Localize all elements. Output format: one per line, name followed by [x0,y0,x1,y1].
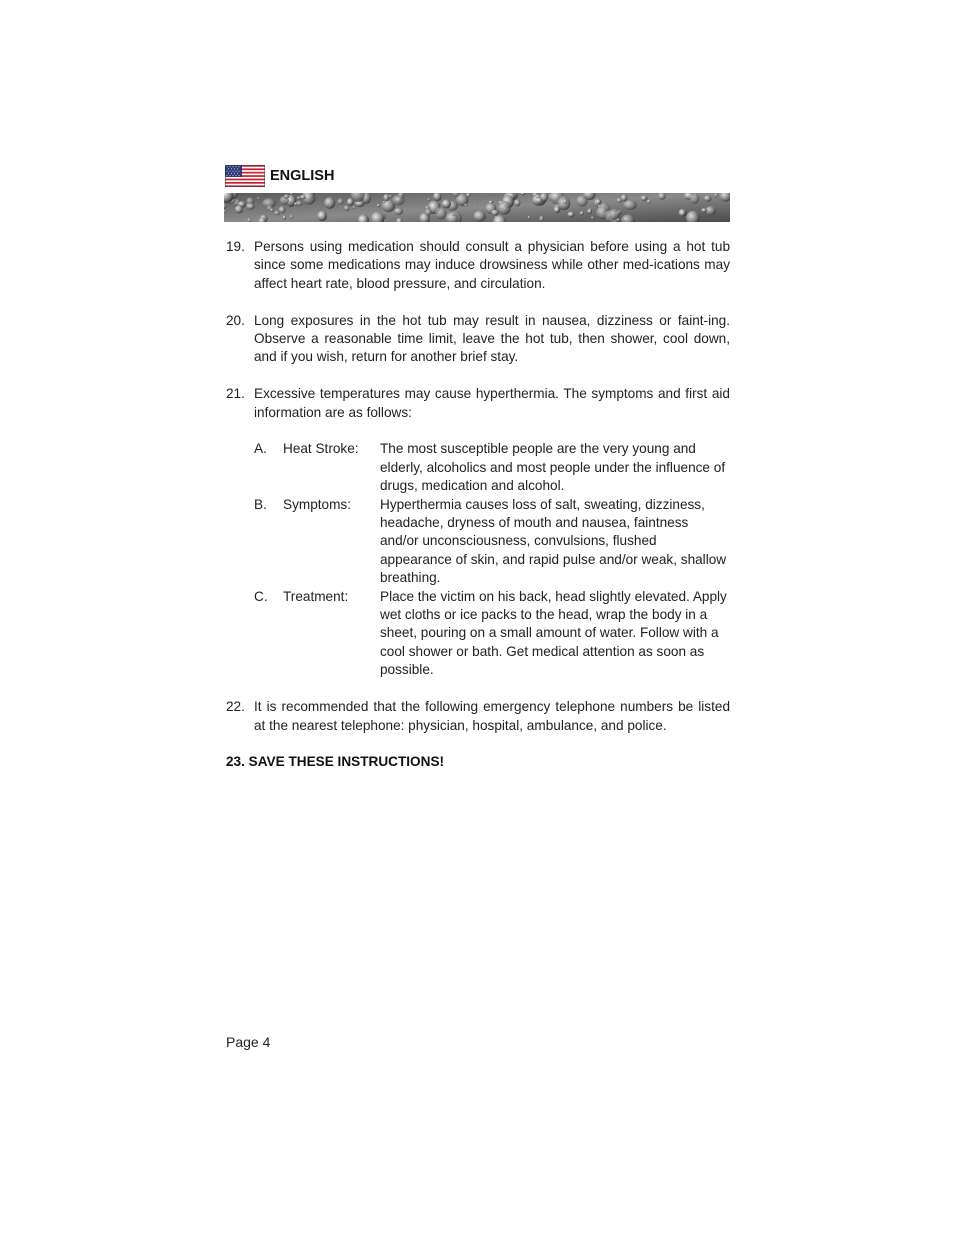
item-number: 19. [226,239,245,254]
item-text: Excessive temperatures may cause hyperthermia. The symptoms and first aid information are as follows: [254,386,730,420]
subitem-letter: A. [254,441,267,457]
item-number: 22. [226,699,245,715]
language-header [225,164,334,188]
instructions-content [226,238,730,772]
subitem-term: Treatment: [283,588,349,604]
water-droplets-banner [224,193,730,222]
instruction-item-20 [226,312,730,367]
instruction-item-19 [226,238,730,293]
first-aid-item-heat-stroke [254,440,730,495]
subitem-text: Hyperthermia causes loss of salt, sweating, dizziness, headache, dryness of mouth and nausea, faintness and/or unconsciousness, convulsions, flushed appearance of skin, and rapid pulse and/or weak, shallow breathing. [380,496,727,586]
instruction-item-22 [226,698,730,735]
item-text: Long exposures in the hot tub may result in nausea, dizziness or faint-ing. Observe a reasonable time limit, leave the hot tub, then shower, cool down, and if you wish, return for another brief stay. [254,312,730,365]
subitem-term: Heat Stroke: [283,441,359,457]
first-aid-item-treatment [254,588,730,680]
page-number: Page 4 [226,1034,271,1050]
item-number: 20. [226,312,245,328]
subitem-text: Place the victim on his back, head slightly elevated. Apply wet cloths or ice packs to the head, wrap the body in a sheet, pouring on a small amount of water. Follow with a cool shower or bath. Get medical attention as soon as possible. [380,588,727,678]
language-label: ENGLISH [270,168,335,184]
subitem-term: Symptoms: [283,496,351,512]
subitem-letter: C. [254,588,268,604]
subitem-letter: B. [254,496,267,512]
first-aid-item-symptoms [254,496,730,588]
instruction-item-21 [226,385,730,422]
first-aid-list [226,440,730,679]
item-text: Persons using medication should consult a physician before using a hot tub since some medications may induce drowsiness while other med-ications may affect heart rate, blood pressure, and circulation. [254,239,730,291]
save-instructions-heading: 23. SAVE THESE INSTRUCTIONS! [226,754,445,770]
subitem-text: The most susceptible people are the very young and elderly, alcoholics and most people under the influence of drugs, medication and alcohol. [380,441,726,494]
item-text: It is recommended that the following emergency telephone numbers be listed at the nearest telephone: physician, hospital, ambulance, and police. [254,699,730,733]
us-flag-icon [225,165,265,187]
item-number: 21. [226,386,245,402]
